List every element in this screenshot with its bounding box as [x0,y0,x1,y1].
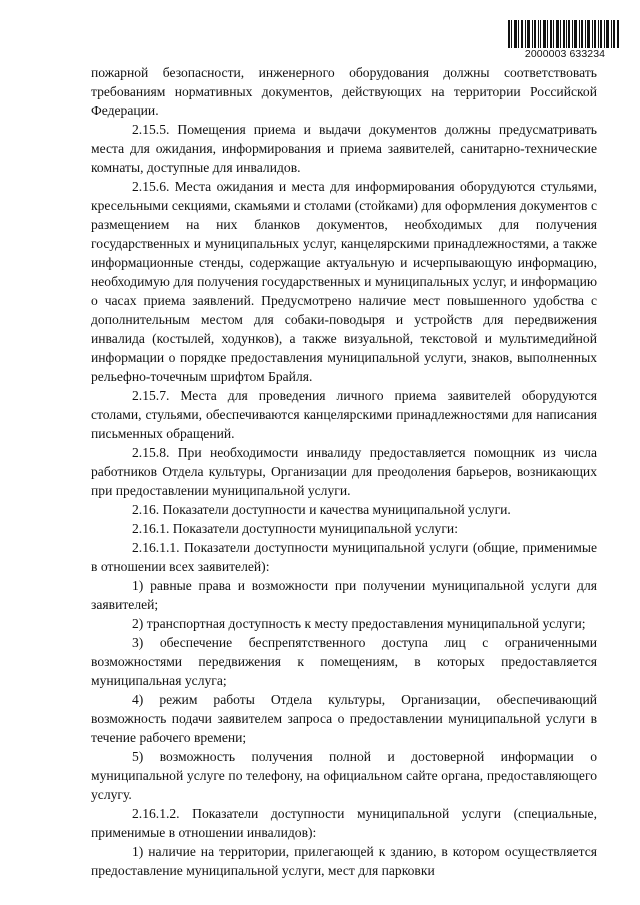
document-body [91,63,597,880]
paragraph: пожарной безопасности, инженерного оборудования должны соответствовать требованиям нормативных документов, действующих на территории Российской Федерации. [91,65,597,118]
paragraph: 2.16.1.2. Показатели доступности муниципальной услуги (специальные, применимые в отношении инвалидов): [91,806,597,840]
paragraph: 1) наличие на территории, прилегающей к зданию, в котором осуществляется предоставление муниципальной услуги, мест для парковки [91,844,597,878]
paragraph: 2.15.7. Места для проведения личного приема заявителей оборудуются столами, стульями, обеспечиваются канцелярскими принадлежностями для написания письменных обращений. [91,388,597,441]
paragraph: 2.16.1.1. Показатели доступности муниципальной услуги (общие, применимые в отношении всех заявителей): [91,540,597,574]
barcode-bars [508,20,620,48]
paragraph: 3) обеспечение беспрепятственного доступа лиц с ограниченными возможностями передвижения к помещениям, в которых предоставляется муниципальная услуга; [91,635,597,688]
paragraph: 1) равные права и возможности при получении муниципальной услуги для заявителей; [91,578,597,612]
paragraph: 2) транспортная доступность к месту предоставления муниципальной услуги; [132,616,586,631]
paragraph: 5) возможность получения полной и достоверной информации о муниципальной услуге по телефону, на официальном сайте органа, предоставляющего услугу. [91,749,597,802]
paragraph: 2.15.8. При необходимости инвалиду предоставляется помощник из числа работников Отдела культуры, Организации для преодоления барьеров, возникающих при предоставлении муниципальной услуги. [91,445,597,498]
barcode-number: 2000003 633234 [524,48,606,60]
paragraph: 2.16. Показатели доступности и качества муниципальной услуги. [132,502,511,517]
paragraph: 2.15.5. Помещения приема и выдачи документов должны предусматривать места для ожидания, информирования и приема заявителей, санитарно-технические комнаты, доступные для инвалидов. [91,122,597,175]
paragraph: 4) режим работы Отдела культуры, Организации, обеспечивающий возможность подачи заявителем запроса о предоставлении муниципальной услуги в течение рабочего времени; [91,692,597,745]
paragraph: 2.15.6. Места ожидания и места для информирования оборудуются стульями, кресельными секциями, скамьями и столами (стойками) для оформления документов с размещением на них бланков документов, необходимых для получения государственных и муниципальных услуг, канцелярскими принадлежностями, а также информационные стенды, содержащие актуальную и исчерпывающую информацию, необходимую для получения государственных и муниципальных услуг, и информацию о часах приема заявлений. Предусмотрено наличие мест повышенного удобства с дополнительным местом для собаки-поводыря и устройств для передвижения инвалида (костылей, ходунков), а также визуальной, текстовой и мультимедийной информации о порядке предоставления муниципальной услуги, знаков, выполненных рельефно-точечным шрифтом Брайля. [91,179,597,384]
paragraph: 2.16.1. Показатели доступности муниципальной услуги: [132,521,458,536]
